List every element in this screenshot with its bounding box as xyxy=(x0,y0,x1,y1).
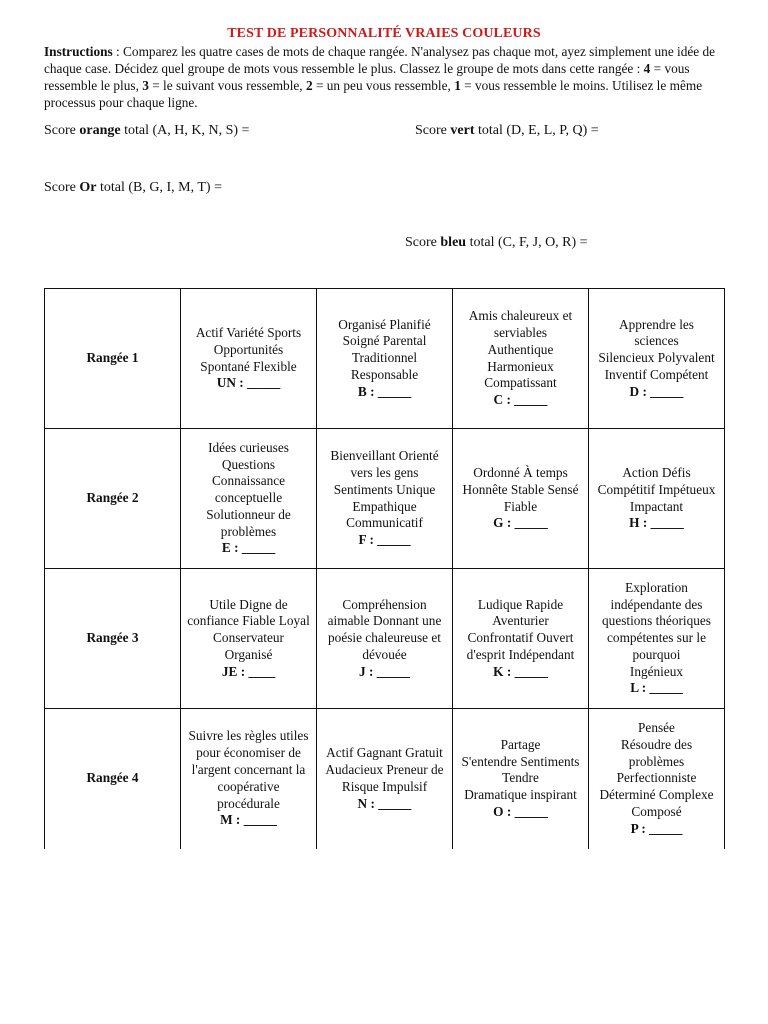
box-score-blank[interactable]: F : _____ xyxy=(358,532,411,548)
instructions-text-1: : Comparez les quatre cases de mots de chaque rangée. N'analysez pas chaque mot, ayez simplement une idée de chaque case. Décidez quel groupe de mots vous ressemble le plus. Classez le groupe de mots dans cette rangée : xyxy=(44,44,716,76)
word-line: dévouée xyxy=(362,646,407,662)
page-title: TEST DE PERSONNALITÉ VRAIES COULEURS xyxy=(227,26,541,41)
word-box xyxy=(453,429,589,569)
word-line: Tendre xyxy=(502,770,539,786)
word-line: coopérative xyxy=(217,778,280,794)
word-line: pourquoi xyxy=(632,646,681,662)
word-line: Composé xyxy=(631,803,682,819)
word-line: Résoudre des xyxy=(620,736,693,752)
word-line: Actif Variété Sports xyxy=(195,324,302,340)
word-grid-table xyxy=(44,288,725,849)
word-box xyxy=(317,569,453,709)
score-prefix: Score xyxy=(415,123,451,138)
score-color-name: vert xyxy=(450,123,475,138)
word-line: Inventif Compétent xyxy=(604,366,709,382)
box-score-blank[interactable]: K : _____ xyxy=(493,663,548,679)
word-line: poésie chaleureuse et xyxy=(328,630,441,646)
word-line: Partage xyxy=(500,736,541,752)
box-score-blank[interactable]: C : _____ xyxy=(493,392,548,408)
word-line: Solutionneur de xyxy=(206,506,291,522)
word-line: Responsable xyxy=(350,366,419,382)
word-line: Soigné Parental xyxy=(342,333,427,349)
box-score-blank[interactable]: G : _____ xyxy=(493,515,548,531)
word-line: Silencieux Polyvalent xyxy=(598,350,715,366)
instructions-text-4: = un peu vous ressemble, xyxy=(312,78,455,93)
word-line: Opportunités xyxy=(213,341,284,357)
word-line: Risque Impulsif xyxy=(341,778,428,794)
box-score-blank[interactable]: L : _____ xyxy=(630,680,683,696)
word-line: Aventurier xyxy=(492,613,549,629)
grid-row xyxy=(45,569,725,709)
word-box xyxy=(589,289,725,429)
word-line: Empathique xyxy=(352,498,417,514)
word-line: Ludique Rapide xyxy=(477,596,564,612)
word-line: vers les gens xyxy=(350,464,419,480)
grid-row xyxy=(45,709,725,849)
box-score-blank[interactable]: M : _____ xyxy=(220,812,277,828)
word-line: d'esprit Indépendant xyxy=(466,646,575,662)
score-formula: total (D, E, L, P, Q) = xyxy=(474,123,599,138)
box-score-blank[interactable]: H : _____ xyxy=(629,515,684,531)
word-box xyxy=(181,569,317,709)
word-line: sciences xyxy=(634,333,679,349)
word-box xyxy=(589,569,725,709)
score-formula: total (C, F, J, O, R) = xyxy=(466,235,588,250)
word-line: Spontané Flexible xyxy=(200,358,297,374)
score-prefix: Score xyxy=(405,235,441,250)
word-line: conceptuelle xyxy=(214,490,283,506)
box-score-blank[interactable]: UN : _____ xyxy=(216,375,281,391)
box-score-blank[interactable]: JE : ____ xyxy=(221,663,276,679)
box-score-blank[interactable]: J : _____ xyxy=(359,663,410,679)
word-line: Actif Gagnant Gratuit xyxy=(326,745,443,761)
word-box xyxy=(317,709,453,849)
word-box xyxy=(453,709,589,849)
word-line: Fiable xyxy=(503,498,538,514)
word-line: Traditionnel xyxy=(351,350,418,366)
word-line: Idées curieuses xyxy=(208,439,289,455)
score-color-name: Or xyxy=(79,180,97,195)
word-line: Compréhension xyxy=(342,596,427,612)
word-box xyxy=(589,429,725,569)
word-line: Impactant xyxy=(629,498,684,514)
word-line: Compatissant xyxy=(484,375,557,391)
score-formula: total (A, H, K, N, S) = xyxy=(120,123,250,138)
word-box xyxy=(181,429,317,569)
score-color-name: orange xyxy=(79,123,121,138)
word-line: Organisé xyxy=(224,646,273,662)
word-line: Honnête Stable Sensé xyxy=(462,481,579,497)
word-line: problèmes xyxy=(628,753,685,769)
word-line: Conservateur xyxy=(213,630,284,646)
word-line: Organisé Planifié xyxy=(338,316,431,332)
word-line: Ingénieux xyxy=(629,663,684,679)
word-line: Audacieux Preneur de xyxy=(325,761,444,777)
word-line: Confrontatif Ouvert xyxy=(467,630,574,646)
word-line: Amis chaleureux et xyxy=(468,308,573,324)
instructions-label: Instructions xyxy=(44,44,113,59)
box-score-blank[interactable]: D : _____ xyxy=(629,383,684,399)
word-line: problèmes xyxy=(220,523,277,539)
instructions-text-3: = le suivant vous ressemble, xyxy=(148,78,306,93)
word-box xyxy=(453,289,589,429)
word-line: Suivre les règles utiles xyxy=(188,728,309,744)
word-line: Dramatique inspirant xyxy=(464,787,577,803)
row-label: Rangée 4 xyxy=(45,709,181,849)
word-line: Ordonné À temps xyxy=(473,464,568,480)
rank-2: 2 xyxy=(305,78,313,93)
word-box xyxy=(453,569,589,709)
score-vert-line xyxy=(415,123,599,139)
word-line: compétentes sur le xyxy=(607,630,706,646)
score-prefix: Score xyxy=(44,123,80,138)
word-line: indépendante des xyxy=(610,596,703,612)
word-line: serviables xyxy=(493,324,548,340)
word-line: Exploration xyxy=(625,579,688,595)
word-line: Harmonieux xyxy=(487,358,554,374)
word-box xyxy=(589,709,725,849)
row-label: Rangée 3 xyxy=(45,569,181,709)
score-orange-line xyxy=(44,123,249,139)
word-line: Compétitif Impétueux xyxy=(597,481,716,497)
row-label: Rangée 1 xyxy=(45,289,181,429)
score-formula: total (B, G, I, M, T) = xyxy=(96,180,222,195)
word-line: pour économiser de xyxy=(196,745,301,761)
word-line: Apprendre les xyxy=(619,316,694,332)
box-score-blank[interactable]: O : _____ xyxy=(493,803,548,819)
word-line: questions théoriques xyxy=(602,613,711,629)
word-box xyxy=(317,429,453,569)
word-line: Pensée xyxy=(638,719,675,735)
word-line: aimable Donnant une xyxy=(327,613,442,629)
instructions-text-5: = vous ressemble le moins. Utilisez le même processus pour chaque ligne. xyxy=(44,78,703,110)
word-line: l'argent concernant la xyxy=(191,761,306,777)
word-line: procédurale xyxy=(217,795,280,811)
score-prefix: Score xyxy=(44,180,80,195)
word-line: Déterminé Complexe xyxy=(599,787,714,803)
box-score-blank[interactable]: E : _____ xyxy=(221,540,276,556)
word-line: Authentique xyxy=(487,341,554,357)
box-score-blank[interactable]: B : _____ xyxy=(357,383,412,399)
word-box xyxy=(181,289,317,429)
word-box xyxy=(181,709,317,849)
grid-row xyxy=(45,429,725,569)
score-or-line xyxy=(44,180,222,196)
score-bleu-line xyxy=(405,235,588,251)
word-line: Perfectionniste xyxy=(616,770,697,786)
score-color-name: bleu xyxy=(440,235,467,250)
word-line: Bienveillant Orienté xyxy=(330,448,439,464)
rank-1: 1 xyxy=(454,78,461,93)
row-label: Rangée 2 xyxy=(45,429,181,569)
instructions-text-2: = vous ressemble le plus, xyxy=(44,61,690,93)
rank-3: 3 xyxy=(142,78,149,93)
box-score-blank[interactable]: P : _____ xyxy=(630,820,683,836)
word-line: Sentiments Unique xyxy=(333,481,436,497)
word-box xyxy=(317,289,453,429)
word-line: Questions xyxy=(221,456,276,472)
word-line: Communicatif xyxy=(346,515,423,531)
word-line: confiance Fiable Loyal xyxy=(187,613,310,629)
box-score-blank[interactable]: N : _____ xyxy=(357,795,412,811)
word-line: S'entendre Sentiments xyxy=(461,753,580,769)
word-line: Connaissance xyxy=(211,473,286,489)
rank-4: 4 xyxy=(643,61,651,76)
word-line: Action Défis xyxy=(622,464,691,480)
grid-row xyxy=(45,289,725,429)
instructions-paragraph xyxy=(44,43,734,111)
word-line: Utile Digne de xyxy=(209,596,288,612)
